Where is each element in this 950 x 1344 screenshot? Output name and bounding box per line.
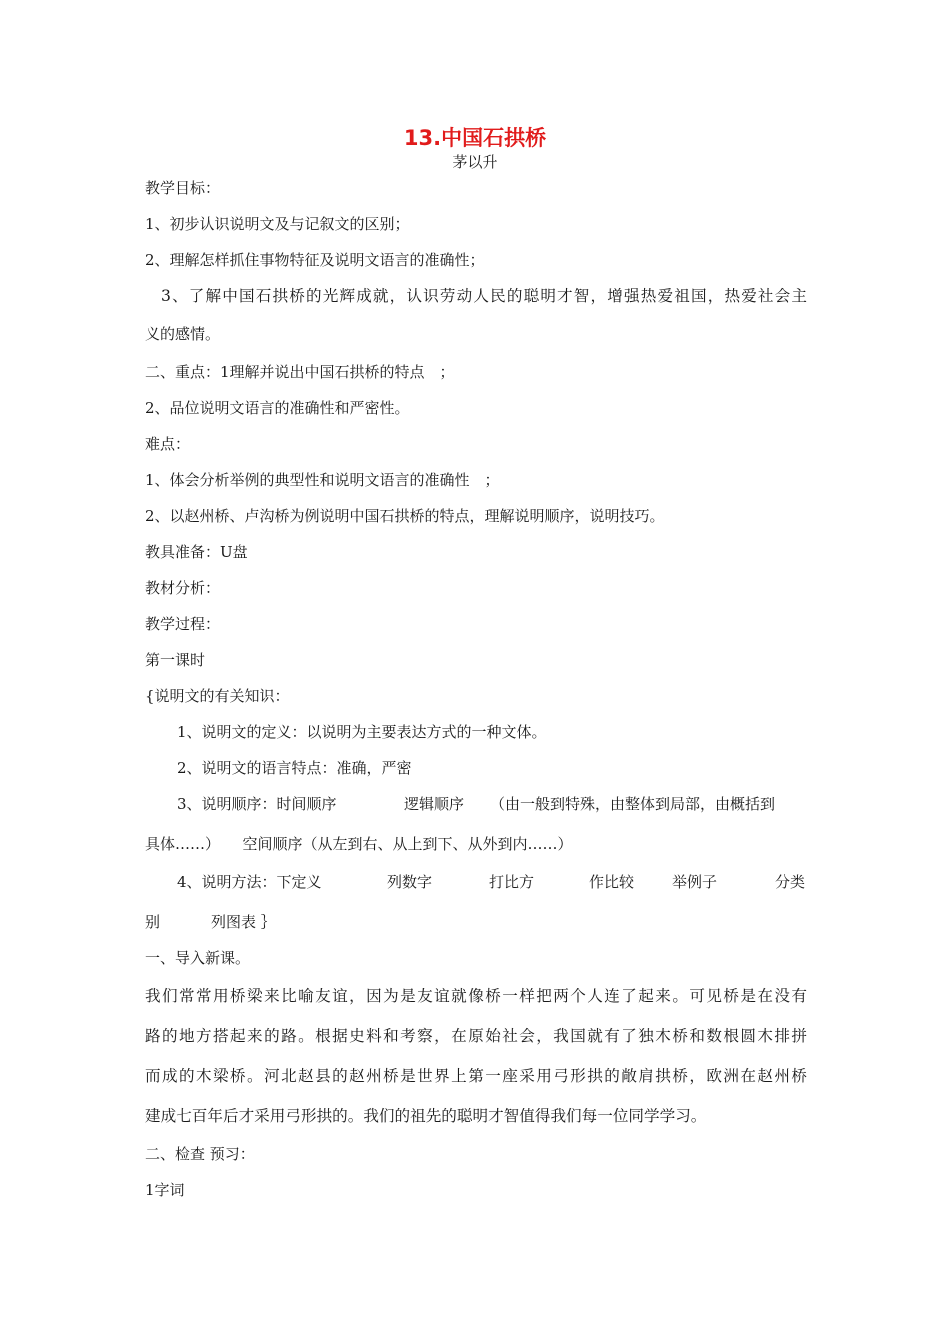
goal-3-line-2: 义的感情。 (145, 325, 221, 343)
knowledge-heading: {说明文的有关知识： (145, 687, 290, 705)
document-title: 13.中国石拱桥 (403, 126, 547, 150)
material-line: 教材分析： (145, 579, 221, 597)
knowledge-item-4-b: 列数字 (387, 873, 433, 891)
intro-paragraph-line-1 (145, 986, 807, 1006)
difficulty-heading: 难点： (145, 435, 191, 453)
knowledge-item-4-line-2-a: 别 (145, 913, 161, 931)
intro-paragraph-line-3 (145, 1066, 807, 1086)
intro-heading: 一、导入新课。 (145, 949, 251, 967)
difficulty-2: 2、以赵州桥、卢沟桥为例说明中国石拱桥的特点，理解说明顺序，说明技巧。 (145, 507, 665, 525)
tools-line: 教具准备：U盘 (145, 543, 248, 561)
vocab-line: 1字词 (145, 1181, 185, 1199)
goal-3-line-1-text: 3、了解中国石拱桥的光辉成就，认识劳动人民的聪明才智，增强热爱祖国，热爱社会主 (161, 287, 809, 305)
knowledge-item-3-c: （由一般到特殊，由整体到局部，由概括到 (490, 795, 776, 813)
intro-paragraph-line-4: 建成七百年后才采用弓形拱的。我们的祖先的聪明才智值得我们每一位同学学习。 (145, 1107, 707, 1125)
process-line: 教学过程： (145, 615, 221, 633)
difficulty-1: 1、体会分析举例的典型性和说明文语言的准确性 ； (145, 471, 500, 489)
goal-3-line-1 (161, 286, 807, 306)
knowledge-item-3-line-2: 具体……） 空间顺序（从左到右、从上到下、从外到内……） (145, 835, 573, 853)
knowledge-item-2: 2、说明文的语言特点：准确，严密 (177, 759, 412, 777)
author-name: 茅以升 (452, 153, 498, 171)
knowledge-item-1: 1、说明文的定义：以说明为主要表达方式的一种文体。 (177, 723, 547, 741)
knowledge-item-3-b: 逻辑顺序 (404, 795, 465, 813)
preview-heading: 二、检查 预习： (145, 1145, 255, 1163)
intro-paragraph-line-2 (145, 1026, 807, 1046)
goal-2: 2、理解怎样抓住事物特征及说明文语言的准确性； (145, 251, 485, 269)
knowledge-item-4-a: 4、说明方法：下定义 (177, 873, 322, 891)
knowledge-item-4-e: 举例子 (672, 873, 718, 891)
key-point-2: 2、品位说明文语言的准确性和严密性。 (145, 399, 410, 417)
goal-1: 1、初步认识说明文及与记叙文的区别； (145, 215, 410, 233)
goals-heading: 教学目标： (145, 179, 221, 197)
intro-line-2-text: 路的地方搭起来的路。根据史料和考察，在原始社会，我国就有了独木桥和数根圆木排拼 (145, 1027, 809, 1045)
key-point-1: 二、重点：1理解并说出中国石拱桥的特点 ； (145, 363, 455, 381)
intro-line-1-text: 我们常常用桥梁来比喻友谊，因为是友谊就像桥一样把两个人连了起来。可见桥是在没有 (145, 987, 809, 1005)
lesson-1-heading: 第一课时 (145, 651, 206, 669)
intro-line-3-text: 而成的木梁桥。河北赵县的赵州桥是世界上第一座采用弓形拱的敞肩拱桥，欧洲在赵州桥 (145, 1067, 809, 1085)
knowledge-item-4-f: 分类 (775, 873, 806, 891)
knowledge-item-4-line-2-b: 列图表 ｝ (211, 913, 276, 931)
knowledge-item-4-c: 打比方 (489, 873, 535, 891)
knowledge-item-4-d: 作比较 (589, 873, 635, 891)
knowledge-item-3-a: 3、说明顺序：时间顺序 (177, 795, 337, 813)
